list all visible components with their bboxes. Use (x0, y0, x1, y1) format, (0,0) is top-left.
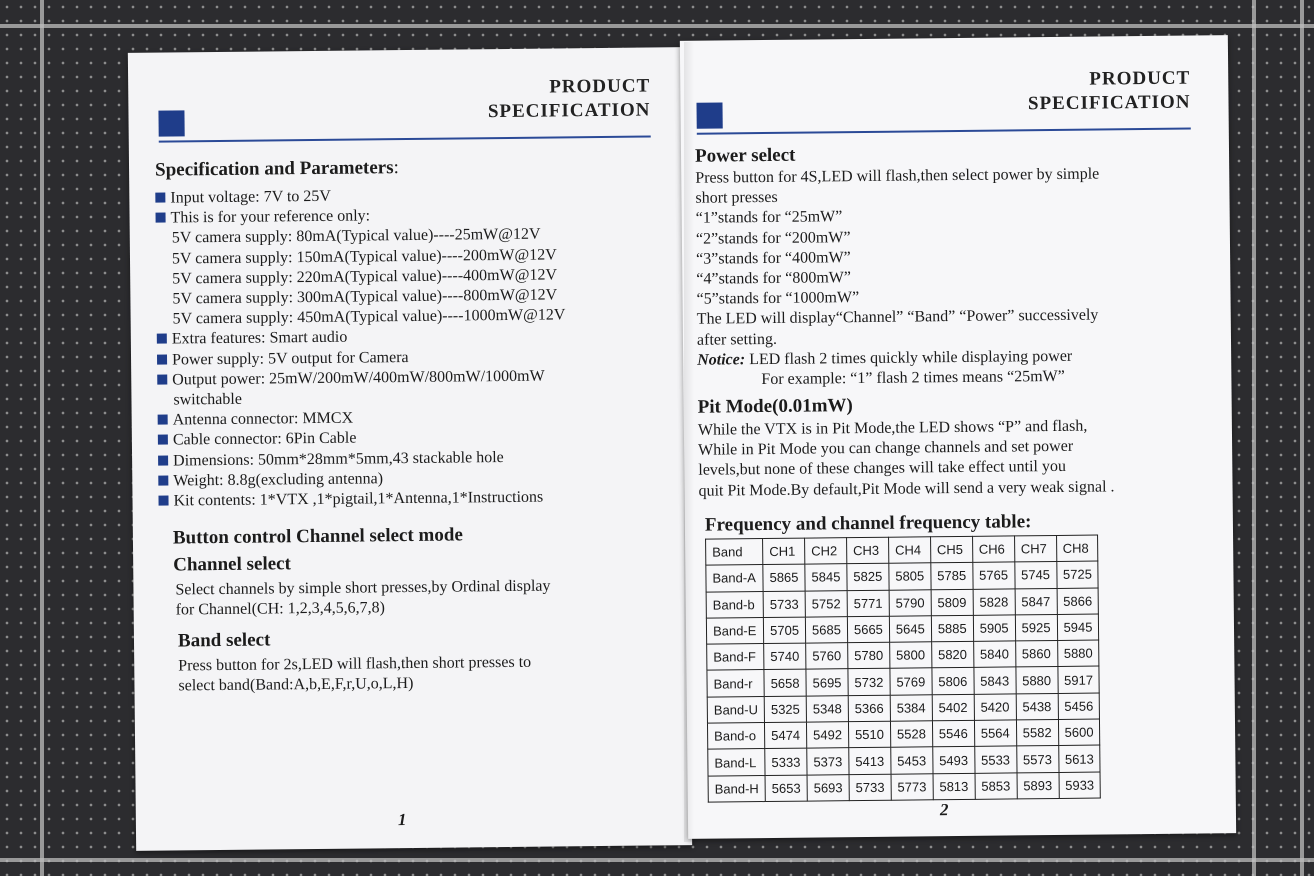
table-row (707, 640, 1100, 670)
frequency-cell: 5665 (847, 616, 889, 643)
frequency-cell: 5533 (974, 746, 1016, 773)
band-name-cell: Band-b (706, 591, 763, 618)
frequency-cell: 5813 (933, 773, 975, 800)
frequency-cell: 5760 (806, 643, 848, 670)
spec-item (157, 366, 566, 390)
button-control-title: Button control Channel select mode (172, 524, 463, 549)
power-select-line: “5”stands for “1000mW” (696, 289, 860, 308)
frequency-cell: 5645 (889, 616, 931, 643)
square-bullet-icon (157, 354, 167, 364)
power-select-line: “3”stands for “400mW” (696, 248, 851, 268)
spec-item-text: 5V camera supply: 450mA(Typical value)----1000mW@12V (172, 306, 566, 328)
table-row (707, 719, 1100, 749)
frequency-cell: 5705 (763, 617, 805, 644)
table-row (706, 614, 1099, 644)
page-number: 2 (939, 800, 949, 820)
frequency-cell: 5564 (974, 720, 1016, 747)
spec-item-text: Dimensions: 50mm*28mm*5mm,43 stackable hole (173, 448, 504, 470)
band-name-cell: Band-A (706, 565, 763, 592)
square-bullet-icon (156, 213, 166, 223)
band-name-cell: Band-L (708, 749, 765, 776)
table-header-row (706, 535, 1099, 565)
square-bullet-icon (158, 496, 168, 506)
frequency-cell: 5843 (974, 667, 1016, 694)
table-header-cell: CH5 (930, 536, 972, 563)
frequency-cell: 5880 (1016, 667, 1058, 694)
frequency-cell: 5653 (765, 775, 807, 802)
spec-item-text: Extra features: Smart audio (171, 329, 348, 348)
frequency-cell: 5933 (1059, 772, 1101, 799)
power-select-line: The LED will display“Channel” “Band” “Power” successively (696, 306, 1099, 329)
frequency-cell: 5528 (890, 721, 932, 748)
frequency-cell: 5780 (848, 642, 890, 669)
frequency-cell: 5438 (1016, 693, 1058, 720)
channel-select-line: for Channel(CH: 1,2,3,4,5,6,7,8) (175, 599, 386, 619)
header-line-1: PRODUCT (549, 75, 651, 98)
page-header-title (488, 74, 651, 124)
frequency-cell: 5695 (806, 669, 848, 696)
frequency-cell: 5860 (1015, 641, 1057, 668)
pit-mode-text (698, 416, 1115, 501)
frequency-cell: 5366 (848, 695, 890, 722)
frequency-cell: 5917 (1057, 667, 1099, 694)
pit-mode-title: Pit Mode(0.01mW) (697, 395, 853, 418)
frequency-cell: 5333 (765, 748, 807, 775)
notice-label: Notice: (697, 351, 746, 369)
frequency-cell: 5765 (973, 562, 1015, 589)
spec-title-colon: : (393, 157, 399, 179)
table-header-cell: CH1 (763, 538, 805, 565)
band-name-cell: Band-r (707, 670, 764, 697)
spec-item-text: Antenna connector: MMCX (172, 409, 354, 429)
frequency-cell: 5840 (973, 641, 1015, 668)
header-line-2: SPECIFICATION (1027, 91, 1191, 115)
table-row (707, 667, 1100, 697)
spec-list (155, 184, 567, 512)
frequency-cell: 5658 (764, 670, 806, 697)
frequency-cell: 5456 (1058, 693, 1100, 720)
square-bullet-icon (157, 374, 167, 384)
channel-select-title: Channel select (173, 553, 291, 576)
header-rule (159, 135, 651, 142)
frequency-cell: 5771 (847, 590, 889, 617)
table-header-cell: CH2 (805, 538, 847, 565)
frequency-cell: 5740 (764, 643, 806, 670)
header-rule (697, 128, 1191, 135)
frequency-cell: 5474 (765, 722, 807, 749)
frequency-cell: 5893 (1017, 772, 1059, 799)
table-row (707, 693, 1100, 723)
spec-title (155, 157, 399, 182)
frequency-cell: 5905 (973, 615, 1015, 642)
band-select-title: Band select (177, 629, 271, 652)
table-header-cell: CH4 (888, 537, 930, 564)
page-number: 1 (397, 810, 407, 830)
frequency-cell: 5685 (805, 617, 847, 644)
pit-mode-line: levels,but none of these changes will take effect until you (698, 458, 1067, 480)
frequency-cell: 5733 (763, 591, 805, 618)
header-line-1: PRODUCT (1089, 67, 1191, 90)
frequency-cell: 5492 (806, 722, 848, 749)
spec-item-text: Power supply: 5V output for Camera (171, 348, 409, 369)
frequency-cell: 5325 (764, 696, 806, 723)
power-select-line: Press button for 4S,LED will flash,then select power by simple (695, 165, 1100, 187)
frequency-cell: 5725 (1056, 561, 1098, 588)
spec-item-text: Kit contents: 1*VTX ,1*pigtail,1*Antenna,1*Instructions (173, 488, 544, 510)
frequency-cell: 5348 (806, 695, 848, 722)
table-header-cell: CH7 (1014, 535, 1056, 562)
header-line-2: SPECIFICATION (487, 99, 651, 123)
booklet-fold (684, 42, 694, 842)
spec-item-text: 5V camera supply: 300mA(Typical value)----800mW@12V (172, 286, 558, 308)
frequency-cell: 5613 (1058, 745, 1100, 772)
frequency-cell: 5573 (1016, 746, 1058, 773)
frequency-cell: 5845 (805, 564, 847, 591)
frequency-cell: 5453 (891, 747, 933, 774)
power-select-line: “2”stands for “200mW” (695, 228, 851, 248)
frequency-cell: 5402 (932, 694, 974, 721)
frequency-cell: 5806 (932, 668, 974, 695)
table-header-cell: CH3 (846, 537, 888, 564)
frequency-cell: 5809 (931, 589, 973, 616)
frequency-cell: 5693 (807, 774, 849, 801)
frequency-cell: 5866 (1057, 588, 1099, 615)
frequency-cell: 5510 (848, 721, 890, 748)
right-page (680, 35, 1236, 839)
spec-item-text: Cable connector: 6Pin Cable (172, 429, 357, 449)
frequency-cell: 5785 (931, 563, 973, 590)
band-select-line: Press button for 2s,LED will flash,then short presses to (178, 653, 532, 675)
frequency-cell: 5752 (805, 590, 847, 617)
frequency-cell: 5373 (807, 748, 849, 775)
band-name-cell: Band-U (707, 696, 764, 723)
pit-mode-line: While the VTX is in Pit Mode,the LED shows “P” and flash, (697, 417, 1088, 439)
frequency-cell: 5384 (890, 695, 932, 722)
frequency-cell: 5790 (889, 589, 931, 616)
square-bullet-icon (157, 334, 167, 344)
power-select-line: after setting. (696, 330, 778, 349)
pit-mode-line: While in Pit Mode you can change channels and set power (698, 437, 1074, 459)
band-name-cell: Band-E (706, 617, 763, 644)
spec-item-text: Output power: 25mW/200mW/400mW/800mW/1000mW (172, 367, 545, 389)
frequency-cell: 5853 (975, 773, 1017, 800)
frequency-cell: 5582 (1016, 720, 1058, 747)
notice-example: For example: “1” flash 2 times means “25mW” (761, 367, 1065, 389)
power-select-text (695, 165, 1101, 351)
frequency-cell: 5800 (889, 642, 931, 669)
freq-table-title: Frequency and channel frequency table: (704, 511, 1032, 536)
frequency-cell: 5820 (931, 642, 973, 669)
frequency-cell: 5865 (763, 564, 805, 591)
spec-item (158, 487, 567, 511)
left-page (128, 47, 692, 851)
spec-title-text: Specification and Parameters (154, 157, 394, 181)
frequency-cell: 5745 (1014, 562, 1056, 589)
band-select-line: select band(Band:A,b,E,F,r,U,o,L,H) (178, 674, 414, 695)
frequency-cell: 5769 (890, 668, 932, 695)
band-name-cell: Band-H (708, 775, 765, 802)
power-select-line: “1”stands for “25mW” (695, 208, 843, 228)
table-row (708, 745, 1101, 775)
spec-item-text: 5V camera supply: 80mA(Typical value)----25mW@12V (171, 226, 541, 247)
table-header-cell: CH8 (1056, 535, 1098, 562)
frequency-cell: 5828 (973, 589, 1015, 616)
frequency-cell: 5945 (1057, 614, 1099, 641)
frequency-cell: 5732 (848, 669, 890, 696)
square-bullet-icon (158, 475, 168, 485)
frequency-cell: 5885 (931, 615, 973, 642)
table-header-cell: Band (706, 539, 763, 566)
square-bullet-icon (158, 455, 168, 465)
frequency-cell: 5773 (891, 773, 933, 800)
power-select-line: short presses (695, 189, 778, 207)
power-select-line: “4”stands for “800mW” (696, 269, 852, 288)
frequency-cell: 5600 (1058, 719, 1100, 746)
spec-item-text: 5V camera supply: 220mA(Typical value)----400mW@12V (172, 266, 558, 288)
frequency-cell: 5420 (974, 694, 1016, 721)
spec-item-text: switchable (173, 390, 242, 409)
square-bullet-icon (155, 193, 165, 203)
frequency-cell: 5546 (932, 720, 974, 747)
frequency-table (705, 535, 1101, 803)
header-square-icon (158, 110, 184, 136)
table-row (708, 772, 1101, 802)
frequency-cell: 5847 (1015, 588, 1057, 615)
pit-mode-line: quit Pit Mode.By default,Pit Mode will send a very weak signal . (698, 477, 1115, 500)
frequency-cell: 5925 (1015, 614, 1057, 641)
frequency-cell: 5413 (849, 748, 891, 775)
band-name-cell: Band-o (707, 723, 764, 750)
page-header-title (1028, 67, 1191, 117)
frequency-cell: 5805 (889, 563, 931, 590)
header-square-icon (696, 102, 722, 128)
spec-item-text: This is for your reference only: (170, 207, 371, 227)
band-name-cell: Band-F (707, 644, 764, 671)
table-row (706, 588, 1099, 618)
notice-text: LED flash 2 times quickly while displaying power (749, 347, 1073, 369)
table-header-cell: CH6 (972, 536, 1014, 563)
spec-item-text: Input voltage: 7V to 25V (170, 187, 332, 207)
spec-item-text: Weight: 8.8g(excluding antenna) (173, 470, 384, 490)
square-bullet-icon (158, 435, 168, 445)
table-row (706, 561, 1099, 591)
square-bullet-icon (158, 415, 168, 425)
frequency-cell: 5493 (933, 747, 975, 774)
frequency-cell: 5825 (847, 564, 889, 591)
spec-item-text: 5V camera supply: 150mA(Typical value)----200mW@12V (171, 246, 557, 268)
power-select-title: Power select (694, 144, 796, 167)
frequency-cell: 5733 (849, 774, 891, 801)
channel-select-line: Select channels by simple short presses,by Ordinal display (175, 577, 551, 599)
frequency-cell: 5880 (1057, 640, 1099, 667)
